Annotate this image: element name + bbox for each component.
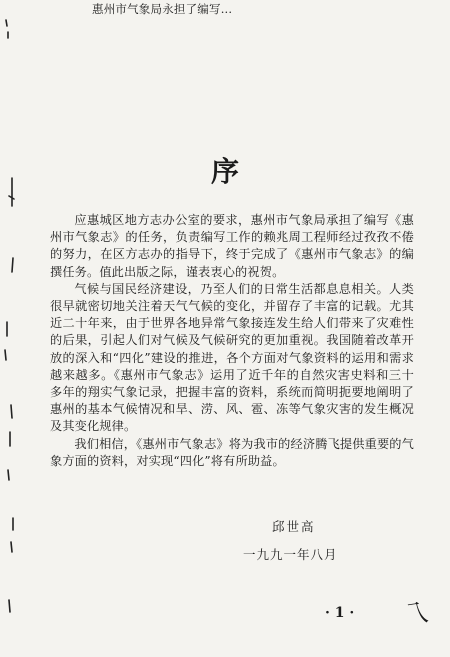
handwritten-mark: 乁	[400, 598, 431, 632]
page-number: · 1 ·	[325, 605, 355, 621]
preface-body	[50, 212, 414, 470]
author-signature: 邱世高	[272, 519, 316, 534]
binding-margin-marks	[0, 0, 30, 657]
signature-date: 一九九一年八月	[243, 547, 338, 562]
paragraph-3: 我们相信，《惠州市气象志》将为我市的经济腾飞提供重要的气象方面的资料，对实现“四化”将有所助益。	[50, 436, 414, 468]
paragraph-2: 气候与国民经济建设，乃至人们的日常生活都息息相关。人类很早就密切地关注着天气气候的变化，并留存了丰富的记载。尤其近二十年来，由于世界各地异常气象接连发生给人们带来了灾难性的后果，引起人们对气候及气候研究的更加重视。我国随着改革开放的深入和“四化”建设的推进，各个方面对气象资料的运用和需求越来越多。《惠州市气象志》运用了近千年的自然灾害史料和三十多年的翔实气象记录，把握丰富的资料，系统而简明扼要地阐明了惠州的基本气候情况和旱、涝、风、雹、冻等气象灾害的发生概况及其变化规律。	[50, 281, 414, 434]
page-title: 序	[210, 155, 239, 188]
cropped-top-text-line: 惠州市气象局永担了编写...	[92, 2, 233, 16]
paragraph-1: 应惠城区地方志办公室的要求，惠州市气象局承担了编写《惠州市气象志》的任务，负责编写工作的赖兆周工程师经过孜孜不倦的努力，在区方志办的指导下，终于完成了《惠州市气象志》的编撰任务。值此出版之际，谨表衷心的祝贺。	[50, 213, 414, 279]
